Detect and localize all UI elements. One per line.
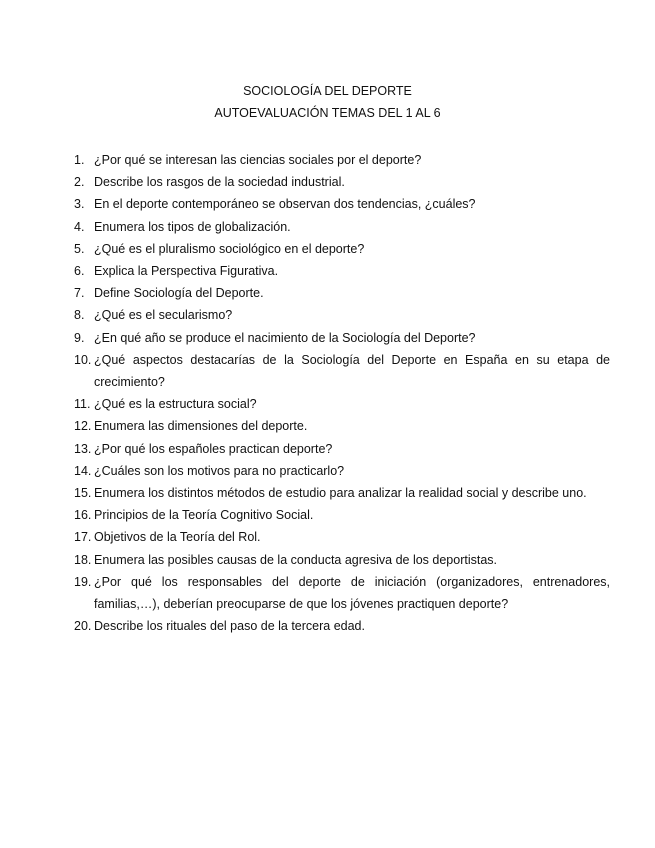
question-text: En el deporte contemporáneo se observan dos tendencias, ¿cuáles? — [94, 197, 476, 212]
question-number: 7. — [74, 286, 85, 301]
question-text: ¿Cuáles son los motivos para no practicarlo? — [94, 463, 345, 478]
question-item — [74, 504, 610, 526]
question-number: 1. — [74, 153, 85, 167]
question-text: Enumera las posibles causas de la conducta agresiva de los deportistas. — [94, 552, 498, 567]
question-text: ¿Por qué los responsables del deporte de iniciación (organizadores, entrenadores, familias,…), deberían preocuparse de que los jóvenes practiquen deporte? — [94, 574, 610, 612]
question-number: 20. — [74, 619, 92, 634]
question-item — [74, 393, 610, 415]
question-text: Define Sociología del Deporte. — [94, 286, 264, 301]
question-text: Describe los rasgos de la sociedad industrial. — [94, 175, 345, 190]
question-text: ¿Qué es la estructura social? — [94, 397, 257, 412]
question-text: ¿Por qué se interesan las ciencias sociales por el deporte? — [94, 153, 422, 167]
question-item — [74, 482, 610, 504]
question-text: Enumera los tipos de globalización. — [94, 219, 291, 234]
question-number: 15. — [74, 486, 92, 501]
question-number: 18. — [74, 552, 92, 567]
question-number: 17. — [74, 530, 92, 545]
question-item — [74, 526, 610, 548]
question-number: 13. — [74, 441, 92, 456]
question-number: 8. — [74, 308, 85, 323]
question-number: 2. — [74, 175, 85, 190]
document-title: SOCIOLOGÍA DEL DEPORTE — [243, 84, 412, 98]
question-text: ¿En qué año se produce el nacimiento de la Sociología del Deporte? — [94, 330, 476, 345]
question-item — [74, 171, 610, 193]
question-item — [74, 615, 610, 637]
question-text: ¿Por qué los españoles practican deporte? — [94, 441, 333, 456]
question-item — [74, 149, 610, 171]
question-text: ¿Qué aspectos destacarías de la Sociología del Deporte en España en su etapa de crecimiento? — [94, 352, 610, 390]
question-number: 3. — [74, 197, 85, 212]
question-number: 16. — [74, 508, 92, 523]
question-list — [74, 149, 610, 637]
question-item — [74, 460, 610, 482]
question-item — [74, 571, 610, 615]
document-subtitle: AUTOEVALUACIÓN TEMAS DEL 1 AL 6 — [214, 106, 441, 120]
question-number: 9. — [74, 330, 85, 345]
question-text: Enumera las dimensiones del deporte. — [94, 419, 308, 434]
question-item — [74, 193, 610, 215]
question-number: 4. — [74, 219, 85, 234]
question-text: ¿Qué es el pluralismo sociológico en el deporte? — [94, 241, 365, 256]
question-number: 19. — [74, 574, 92, 589]
question-text: ¿Qué es el secularismo? — [94, 308, 233, 323]
question-item — [74, 282, 610, 304]
question-item — [74, 438, 610, 460]
question-text: Objetivos de la Teoría del Rol. — [94, 530, 261, 545]
question-text: Describe los rituales del paso de la tercera edad. — [94, 619, 365, 634]
question-item — [74, 349, 610, 393]
question-number: 10. — [74, 352, 92, 367]
question-item — [74, 260, 610, 282]
question-item — [74, 238, 610, 260]
question-number: 11. — [74, 397, 91, 412]
question-number: 6. — [74, 264, 85, 279]
question-number: 12. — [74, 419, 92, 434]
question-item — [74, 327, 610, 349]
question-item — [74, 216, 610, 238]
question-item — [74, 415, 610, 437]
question-text: Explica la Perspectiva Figurativa. — [94, 264, 279, 279]
question-number: 5. — [74, 241, 85, 256]
question-text: Principios de la Teoría Cognitivo Social. — [94, 508, 314, 523]
question-item — [74, 304, 610, 326]
question-text: Enumera los distintos métodos de estudio para analizar la realidad social y describe uno. — [94, 486, 587, 501]
question-item — [74, 549, 610, 571]
question-number: 14. — [74, 463, 92, 478]
